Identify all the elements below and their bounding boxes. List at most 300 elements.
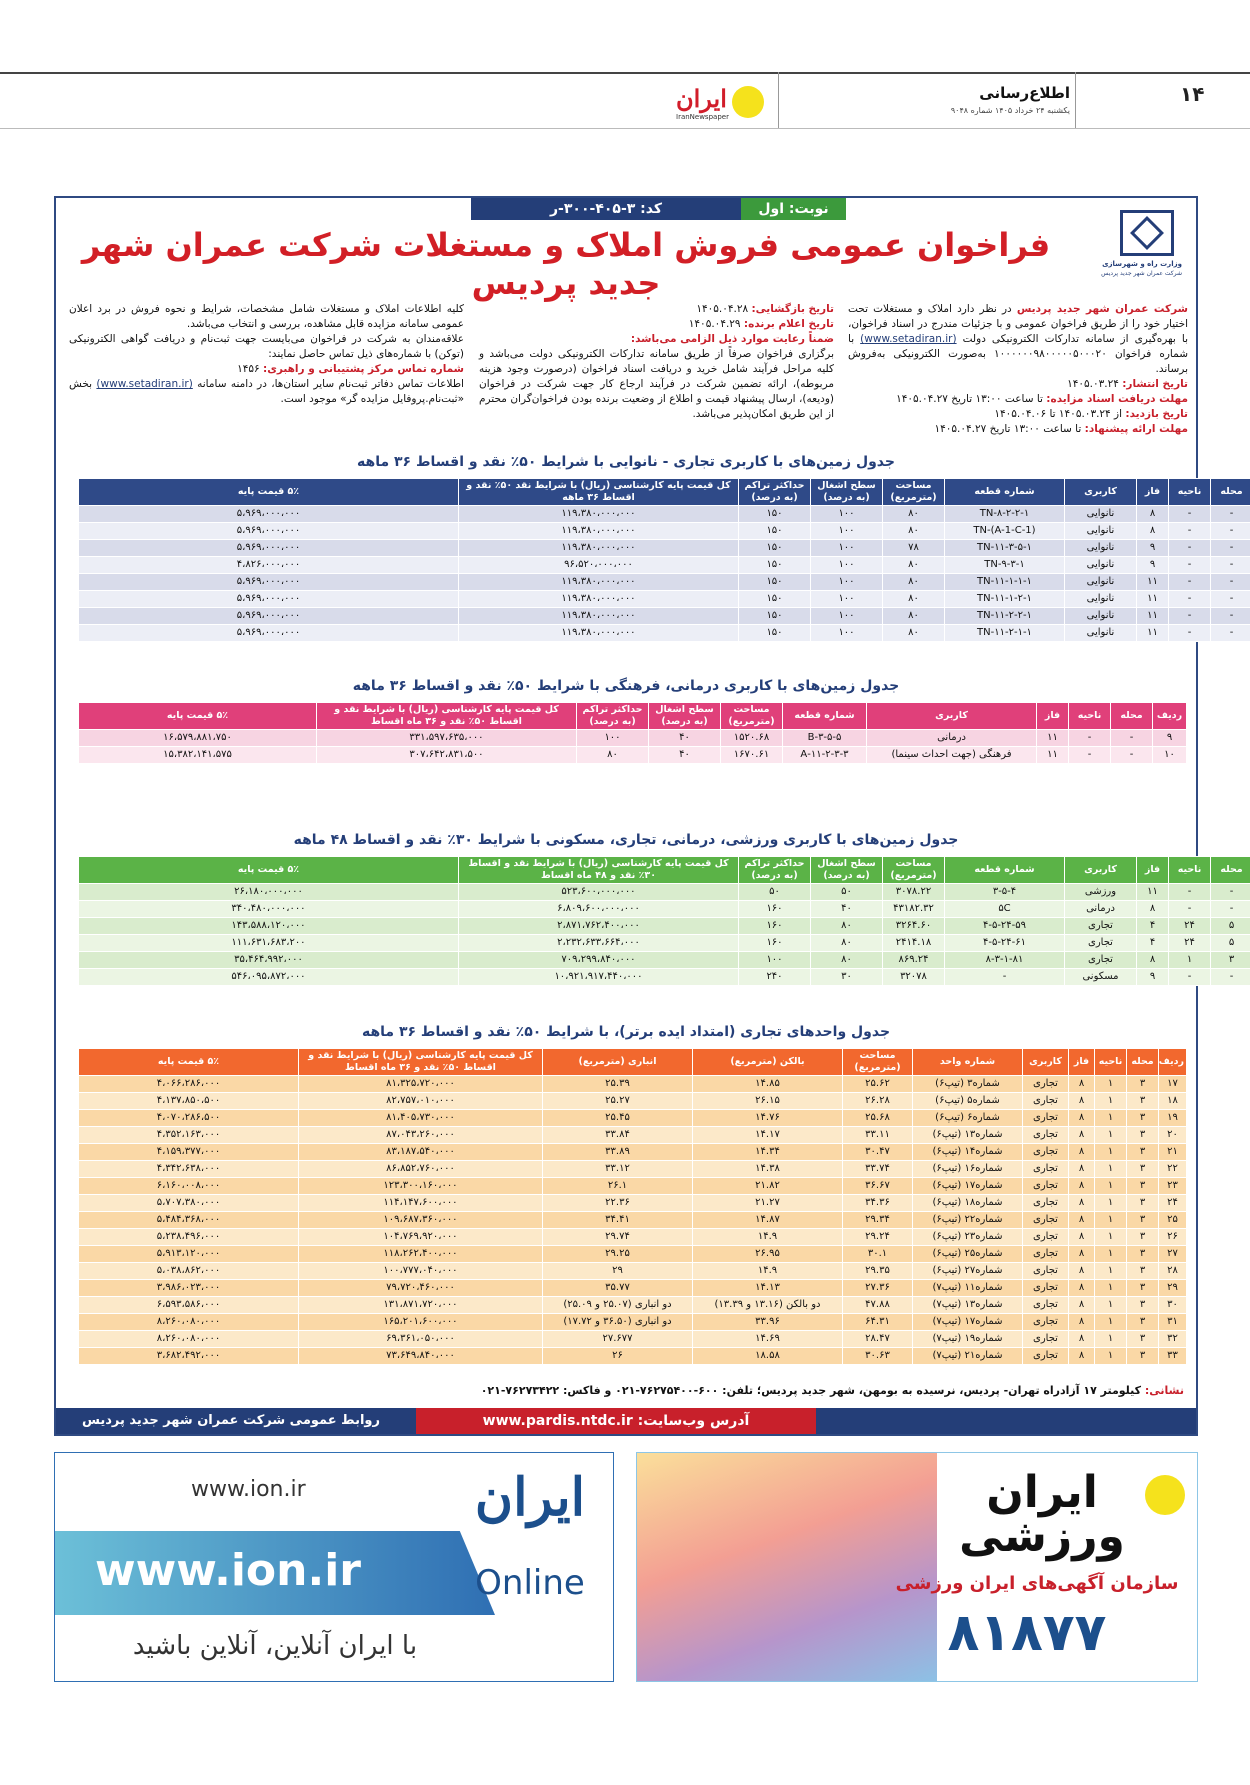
table-cell: -	[1111, 747, 1153, 764]
logo-text: ایران	[676, 84, 727, 113]
table-cell: ۲۷	[1159, 1246, 1187, 1263]
column-header: ردیف	[1153, 703, 1187, 730]
table-cell: ۳	[1127, 1246, 1159, 1263]
table-cell: ۱۱	[1137, 884, 1169, 901]
table-cell: -	[1211, 969, 1250, 986]
table-mixed-use-lands	[78, 856, 1250, 986]
table-cell: نانوایی	[1065, 591, 1137, 608]
table-cell: ۸،۲۶۰،۰۸۰،۰۰۰	[79, 1314, 299, 1331]
setad-link[interactable]: (www.setadiran.ir)	[96, 378, 193, 390]
table-cell: ۲۷.۶۷۷	[543, 1331, 693, 1348]
table-cell: ۵،۷۰۷،۳۸۰،۰۰۰	[79, 1195, 299, 1212]
table-cell: ۴،۸۲۶،۰۰۰،۰۰۰	[79, 557, 459, 574]
table-cell: ۲۵.۴۵	[543, 1110, 693, 1127]
table-cell: ۱۰۰	[739, 952, 811, 969]
table-cell: تجاری	[1023, 1161, 1069, 1178]
table-cell: ۱۱۹،۳۸۰،۰۰۰،۰۰۰	[459, 625, 739, 642]
table-cell: ۳۳.۷۴	[843, 1161, 913, 1178]
column-header: مساحت (مترمربع)	[843, 1049, 913, 1076]
table-cell: ۸۷،۰۴۳،۲۶۰،۰۰۰	[299, 1127, 543, 1144]
table-cell: ۱۱۹،۳۸۰،۰۰۰،۰۰۰	[459, 523, 739, 540]
table-cell: ۱۰۰	[811, 523, 883, 540]
table-cell: ۳۵.۷۷	[543, 1280, 693, 1297]
iran-varzeshi-banner[interactable]	[636, 1452, 1198, 1682]
table-cell: ۱	[1095, 1280, 1127, 1297]
table-cell: ۸۱،۴۰۵،۷۳۰،۰۰۰	[299, 1110, 543, 1127]
column-header: ۵٪ قیمت پایه	[79, 703, 317, 730]
table-cell: ۳۰	[1159, 1297, 1187, 1314]
table-cell: ۳	[1127, 1297, 1159, 1314]
table-cell: -	[1211, 506, 1250, 523]
table-row	[79, 1127, 1187, 1144]
table-cell: ۸۰	[883, 625, 945, 642]
table-cell: ۴۰	[649, 747, 721, 764]
table-cell: ۳۰	[811, 969, 883, 986]
table-cell: ۱۰۰	[811, 591, 883, 608]
column-header: مساحت (مترمربع)	[883, 479, 945, 506]
table-cell: ۳	[1127, 1212, 1159, 1229]
table-cell: تجاری	[1023, 1280, 1069, 1297]
table-cell: ۳	[1127, 1195, 1159, 1212]
column-header: کاربری	[867, 703, 1037, 730]
table-cell: -	[1169, 625, 1211, 642]
table-cell: ۱۰۰	[811, 574, 883, 591]
table-cell: ۱۱-۲-۳-۳-A	[783, 747, 867, 764]
table-cell: ۴،۱۳۷،۸۵۰،۵۰۰	[79, 1093, 299, 1110]
column-header: ۵٪ قیمت پایه	[79, 857, 459, 884]
table-row	[79, 1110, 1187, 1127]
docs-deadline: تا ساعت ۱۳:۰۰ تاریخ ۱۴۰۵.۰۴.۲۷	[896, 393, 1047, 405]
table-cell: تجاری	[1023, 1331, 1069, 1348]
table-cell: ۵۰	[811, 884, 883, 901]
table-cell: ۸،۲۶۰،۰۸۰،۰۰۰	[79, 1331, 299, 1348]
table-cell: ۷۳،۶۴۹،۸۴۰،۰۰۰	[299, 1348, 543, 1365]
table-cell: ۸	[1069, 1178, 1095, 1195]
table-cell: ۱۶،۵۷۹،۸۸۱،۷۵۰	[79, 730, 317, 747]
table-cell: ۸۰	[811, 918, 883, 935]
table-cell: ۲۷.۳۶	[843, 1280, 913, 1297]
table-cell: شماره۱۶ (تیپ۶)	[913, 1161, 1023, 1178]
table-cell: تجاری	[1023, 1263, 1069, 1280]
table-cell: -	[1211, 557, 1250, 574]
table-cell: ۵،۹۶۹،۰۰۰،۰۰۰	[79, 625, 459, 642]
table-cell: نانوایی	[1065, 574, 1137, 591]
table-cell: ۱۴.۱۳	[693, 1280, 843, 1297]
table-cell: ۵،۹۱۳،۱۲۰،۰۰۰	[79, 1246, 299, 1263]
table-cell: ۳	[1127, 1161, 1159, 1178]
table-header-row	[79, 857, 1250, 884]
table-cell: -	[945, 969, 1065, 986]
table-row	[79, 625, 1250, 642]
column-header: سطح اشغال (به درصد)	[649, 703, 721, 730]
table-cell: نانوایی	[1065, 523, 1137, 540]
table-cell: ۱۵۰	[739, 591, 811, 608]
iran-online-banner[interactable]	[54, 1452, 614, 1682]
table-cell: ۱۰۰	[811, 540, 883, 557]
company-label: شرکت عمران شهر جدید پردیس	[1016, 303, 1188, 315]
column-header: ۵٪ قیمت پایه	[79, 1049, 299, 1076]
ad-org-name: سازمان آگهی‌های ایران ورزشی	[895, 1573, 1179, 1594]
table-cell: ۵،۰۳۸،۸۶۲،۰۰۰	[79, 1263, 299, 1280]
table-commercial-units	[78, 1048, 1187, 1365]
table-cell: ۱۶۰	[739, 901, 811, 918]
table-row	[79, 1297, 1187, 1314]
table-cell: ۱۹	[1159, 1110, 1187, 1127]
table-bakery-lands	[78, 478, 1250, 642]
table-cell: ۵،۹۶۹،۰۰۰،۰۰۰	[79, 523, 459, 540]
winner-label: تاریخ اعلام برنده:	[743, 318, 834, 330]
table-cell: نانوایی	[1065, 540, 1137, 557]
winner-date: ۱۴۰۵.۰۴.۲۹	[688, 318, 744, 330]
info-paragraph: بخش «ثبت‌نام.پروفایل مزایده گر» موجود است.	[69, 378, 464, 405]
table-cell: ۲۵.۶۲	[843, 1076, 913, 1093]
table-cell: شماره۲۲ (تیپ۶)	[913, 1212, 1023, 1229]
table-cell: ۳-۵-۵-B	[783, 730, 867, 747]
table-cell: -	[1169, 540, 1211, 557]
visit-date: از ۱۴۰۵.۰۳.۲۴ تا ۱۴۰۵.۰۴.۰۶	[994, 408, 1126, 420]
table-cell: ۲۸	[1159, 1263, 1187, 1280]
table-cell: ۴۰	[811, 901, 883, 918]
table-cell: ۲۵.۳۹	[543, 1076, 693, 1093]
table-cell: -	[1169, 523, 1211, 540]
table-cell: ۱	[1095, 1110, 1127, 1127]
header-rule-top	[0, 72, 1250, 74]
table-cell: تجاری	[1023, 1127, 1069, 1144]
table-cell: شماره۶ (تیپ۶)	[913, 1110, 1023, 1127]
website-link[interactable]: آدرس وب‌سایت: www.pardis.ntdc.ir	[416, 1408, 816, 1434]
address-line	[64, 1384, 1184, 1397]
visit-label: تاریخ بازدید:	[1125, 408, 1188, 420]
table-cell: ۵،۴۸۴،۳۶۸،۰۰۰	[79, 1212, 299, 1229]
table-row	[79, 1331, 1187, 1348]
table-row	[79, 574, 1250, 591]
table-cell: ۱۴.۷۶	[693, 1110, 843, 1127]
table-cell: ۴،۳۴۲،۶۳۸،۰۰۰	[79, 1161, 299, 1178]
table-cell: ۸	[1137, 901, 1169, 918]
table-cell: ۸	[1069, 1229, 1095, 1246]
table-cell: ۱۴.۹	[693, 1263, 843, 1280]
table-cell: ۸۳،۱۸۷،۵۴۰،۰۰۰	[299, 1144, 543, 1161]
publish-date: ۱۴۰۵.۰۳.۲۴	[1067, 378, 1123, 390]
table-cell: شماره۵ (تیپ۶)	[913, 1093, 1023, 1110]
table-cell: ۳،۹۸۶،۰۲۳،۰۰۰	[79, 1280, 299, 1297]
banner-url-small[interactable]: www.ion.ir	[191, 1477, 306, 1502]
newspaper-logo[interactable]	[672, 82, 772, 122]
table-cell: تجاری	[1065, 952, 1137, 969]
column-header: ردیف	[1159, 1049, 1187, 1076]
table-row	[79, 1263, 1187, 1280]
table-cell: -	[1169, 969, 1211, 986]
table-cell: ۲۸.۴۷	[843, 1331, 913, 1348]
table-cell: ۱۸	[1159, 1093, 1187, 1110]
column-header: شماره قطعه	[945, 857, 1065, 884]
table-cell: ۶،۵۹۳،۵۸۶،۰۰۰	[79, 1297, 299, 1314]
table-cell: ۴،۰۷۰،۲۸۶،۵۰۰	[79, 1110, 299, 1127]
table-cell: ۱۵۰	[739, 574, 811, 591]
table-cell: TN-۱۱-۳-۵-۱	[945, 540, 1065, 557]
table-cell: ۳	[1127, 1331, 1159, 1348]
table-cell: ۱۴.۶۹	[693, 1331, 843, 1348]
table-cell: ۳	[1127, 1314, 1159, 1331]
table-cell: ۳۳	[1159, 1348, 1187, 1365]
table-cell: شماره۱۷ (تیپ۶)	[913, 1178, 1023, 1195]
table-cell: شماره۲۷ (تیپ۶)	[913, 1263, 1023, 1280]
table-row	[79, 557, 1250, 574]
column-header: انباری (مترمربع)	[543, 1049, 693, 1076]
column-header: ناحیه	[1169, 857, 1211, 884]
table-row	[79, 1093, 1187, 1110]
offer-label: مهلت ارائه پیشنهاد:	[1084, 423, 1188, 435]
table-cell: ۱۰۴،۷۶۹،۹۲۰،۰۰۰	[299, 1229, 543, 1246]
table-cell: ۷۸	[883, 540, 945, 557]
table-cell: ۶،۸۰۹،۶۰۰،۰۰۰،۰۰۰	[459, 901, 739, 918]
table-cell: ۳-۵-۴	[945, 884, 1065, 901]
ad-phone-number[interactable]: ۸۱۸۷۷	[947, 1603, 1107, 1663]
table-cell: ۲۴	[1169, 918, 1211, 935]
column-header: کل قیمت پایه کارشناسی (ریال) با شرایط نقد و اقساط ۵۰٪ نقد و ۳۶ ماه اقساط	[317, 703, 577, 730]
table-cell: TN-۱۱-۱-۲-۱	[945, 591, 1065, 608]
table-cell: ۱۱۸،۲۶۲،۴۰۰،۰۰۰	[299, 1246, 543, 1263]
online-word: Online	[475, 1563, 585, 1603]
table-cell: ۱	[1095, 1127, 1127, 1144]
logo-subtext: IranNewspaper	[676, 113, 729, 121]
table-row	[79, 591, 1250, 608]
address-label: نشانی:	[1144, 1384, 1184, 1397]
public-relations: روابط عمومی شرکت عمران شهر جدید پردیس	[82, 1413, 380, 1428]
table-cell: -	[1169, 901, 1211, 918]
opening-date: ۱۴۰۵.۰۴.۲۸	[696, 303, 752, 315]
table-cell: ۲۹.۷۴	[543, 1229, 693, 1246]
table-cell: ۱۴.۹	[693, 1229, 843, 1246]
table-cell: ۵،۹۶۹،۰۰۰،۰۰۰	[79, 574, 459, 591]
table-cell: -	[1211, 540, 1250, 557]
table-medical-cultural-lands	[78, 702, 1187, 764]
table-cell: -	[1169, 591, 1211, 608]
table-row	[79, 608, 1250, 625]
table-cell: ۳۰.۶۳	[843, 1348, 913, 1365]
table-cell: -	[1211, 574, 1250, 591]
table-cell: ۱	[1095, 1297, 1127, 1314]
table-cell: ۱	[1095, 1161, 1127, 1178]
table-row	[79, 901, 1250, 918]
info-paragraph: علاقه‌مندان به شرکت در فراخوان می‌بایست جهت ثبت‌نام و دریافت گواهی الکترونیکی (توکن) با شماره‌های ذیل تماس حاصل نمایند:	[69, 333, 464, 360]
offer-deadline: تا ساعت ۱۳:۰۰ تاریخ ۱۴۰۵.۰۴.۲۷	[934, 423, 1085, 435]
table-cell: ۱	[1095, 1076, 1127, 1093]
table-cell: ۴-۵-۲۴-۶۱	[945, 935, 1065, 952]
intro-text: در نظر دارد املاک و مستغلات تحت اختیار خود را از طریق فراخوان عمومی و با جزئیات مندرج در اسناد فراخوان، با بهره‌گیری از سامانه تدارکات الکترونیکی دولت	[848, 303, 1188, 345]
table-row	[79, 1195, 1187, 1212]
table-cell: ۱۵۰	[739, 540, 811, 557]
table-cell: ۸۰	[883, 591, 945, 608]
table-cell: ۵،۹۶۹،۰۰۰،۰۰۰	[79, 540, 459, 557]
table-cell: ۱۱۴،۱۴۷،۶۰۰،۰۰۰	[299, 1195, 543, 1212]
table-row	[79, 540, 1250, 557]
table-cell: ۸	[1069, 1263, 1095, 1280]
column-header: شماره قطعه	[783, 703, 867, 730]
table-cell: ۹	[1137, 557, 1169, 574]
table-cell: -	[1211, 523, 1250, 540]
table-cell: ۱۶۰	[739, 935, 811, 952]
table-row	[79, 952, 1250, 969]
table-cell: ۸۰	[811, 952, 883, 969]
table-row	[79, 747, 1187, 764]
table-cell: شماره۱۸ (تیپ۶)	[913, 1195, 1023, 1212]
company-emblem-icon	[1120, 210, 1174, 256]
column-header: مساحت (مترمربع)	[883, 857, 945, 884]
table-cell: ۷۹،۷۲۰،۴۶۰،۰۰۰	[299, 1280, 543, 1297]
table-cell: -	[1069, 730, 1111, 747]
table-cell: ۳۰۷،۶۴۲،۸۳۱،۵۰۰	[317, 747, 577, 764]
table-cell: ۸	[1069, 1212, 1095, 1229]
column-header: حداکثر تراکم (به درصد)	[739, 857, 811, 884]
table-cell: ۸۰	[883, 523, 945, 540]
table-cell: ۱۶۰	[739, 918, 811, 935]
table-cell: ۱۱۱،۶۳۱،۶۸۳،۲۰۰	[79, 935, 459, 952]
table-cell: ۲۵.۲۷	[543, 1093, 693, 1110]
table-cell: ۲،۸۷۱،۷۶۲،۴۰۰،۰۰۰	[459, 918, 739, 935]
table-cell: ۲۶.۱	[543, 1178, 693, 1195]
table-cell: ۹۶،۵۲۰،۰۰۰،۰۰۰	[459, 557, 739, 574]
table-cell: ۱۰۰	[577, 730, 649, 747]
table-cell: ۲۶.۹۵	[693, 1246, 843, 1263]
column-header: محله	[1127, 1049, 1159, 1076]
column-header: ناحیه	[1095, 1049, 1127, 1076]
table-cell: ۳۰.۱	[843, 1246, 913, 1263]
table-cell: ۸	[1069, 1314, 1095, 1331]
table-cell: ۸	[1069, 1297, 1095, 1314]
table-cell: ۸۰	[883, 574, 945, 591]
column-header: محله	[1211, 479, 1250, 506]
table-cell: ۳۰.۴۷	[843, 1144, 913, 1161]
table-cell: ۲۴	[1159, 1195, 1187, 1212]
table-cell: ۵۰	[739, 884, 811, 901]
table-cell: ۳۳.۸۹	[543, 1144, 693, 1161]
table-cell: ۲۳	[1159, 1178, 1187, 1195]
table-cell: -	[1169, 506, 1211, 523]
iran-online-logo: ایران	[474, 1467, 586, 1528]
table-cell: ۵۴۶،۰۹۵،۸۷۲،۰۰۰	[79, 969, 459, 986]
column-header: کل قیمت پایه کارشناسی (ریال) با شرایط نقد ۵۰٪ نقد و اقساط ۳۶ ماهه	[459, 479, 739, 506]
table-cell: ۲۴۰	[739, 969, 811, 986]
table-cell: ۱۱	[1037, 730, 1069, 747]
table-cell: ۸	[1069, 1144, 1095, 1161]
column-header: کل قیمت پایه کارشناسی (ریال) با شرایط نقد و اقساط ۳۰٪ نقد و ۴۸ ماه اقساط	[459, 857, 739, 884]
table-cell: ۱۳۱،۸۷۱،۷۲۰،۰۰۰	[299, 1297, 543, 1314]
table-cell: ۸	[1137, 952, 1169, 969]
table-cell: ۸	[1069, 1110, 1095, 1127]
table-cell: ۲۵	[1159, 1212, 1187, 1229]
info-column-middle	[479, 302, 834, 422]
table-cell: -	[1169, 884, 1211, 901]
table-cell: ۵	[1211, 935, 1250, 952]
table-cell: ۳۰۷۸.۲۲	[883, 884, 945, 901]
table-cell: -	[1169, 608, 1211, 625]
table-cell: ۲۰	[1159, 1127, 1187, 1144]
table-cell: ۱	[1095, 1246, 1127, 1263]
table-cell: درمانی	[867, 730, 1037, 747]
table-cell: -	[1211, 884, 1250, 901]
table-cell: ۴،۳۵۲،۱۶۳،۰۰۰	[79, 1127, 299, 1144]
table-cell: -	[1211, 591, 1250, 608]
table-cell: ۲۶.۱۵	[693, 1093, 843, 1110]
table-cell: تجاری	[1023, 1297, 1069, 1314]
opening-label: تاریخ بازگشایی:	[751, 303, 834, 315]
setad-link[interactable]: (www.setadiran.ir)	[860, 333, 957, 345]
table-cell: ۱۱	[1137, 574, 1169, 591]
table-cell: شماره۱۷ (تیپ۷)	[913, 1314, 1023, 1331]
table-cell: TN-۸-۲-۲-۱	[945, 506, 1065, 523]
table-cell: ۸۰	[883, 557, 945, 574]
table-cell: دو انباری (۳۶.۵۰ و ۱۷.۷۲)	[543, 1314, 693, 1331]
table-cell: ۵	[1211, 918, 1250, 935]
info-paragraph: کلیه اطلاعات املاک و مستغلات شامل مشخصات، شرایط و نحوه فروش در برد اعلان عمومی سامانه مزایده قابل مشاهده، بررسی و انتخاب می‌باشد.	[69, 303, 464, 330]
table-cell: شماره۲۵ (تیپ۶)	[913, 1246, 1023, 1263]
table-cell: ۳۲	[1159, 1331, 1187, 1348]
table1-caption: جدول زمین‌های با کاربری تجاری - نانوایی با شرایط ۵۰٪ نقد و اقساط ۳۶ ماهه	[357, 454, 895, 470]
table-cell: -	[1211, 625, 1250, 642]
table-cell: مسکونی	[1065, 969, 1137, 986]
table-cell: ۳	[1127, 1093, 1159, 1110]
column-header: ناحیه	[1169, 479, 1211, 506]
table-row	[79, 1144, 1187, 1161]
table-cell: ۸۶۹.۲۴	[883, 952, 945, 969]
table-cell: ۶۹،۳۶۱،۰۵۰،۰۰۰	[299, 1331, 543, 1348]
table-cell: نانوایی	[1065, 625, 1137, 642]
table-cell: ۱۱	[1137, 591, 1169, 608]
table-cell: -	[1169, 557, 1211, 574]
column-header: فاز	[1037, 703, 1069, 730]
column-header: ناحیه	[1069, 703, 1111, 730]
table-cell: ۳	[1127, 1229, 1159, 1246]
table-cell: ۱۴.۸۵	[693, 1076, 843, 1093]
code-tag: کد: ۳-۴۰۵-۳۰۰-ر	[471, 198, 741, 220]
table-cell: ۲۹	[1159, 1280, 1187, 1297]
column-header: فاز	[1137, 479, 1169, 506]
table-cell: شماره۱۴ (تیپ۶)	[913, 1144, 1023, 1161]
banner-url-big[interactable]: www.ion.ir	[95, 1545, 361, 1596]
support-number: ۱۴۵۶	[237, 363, 263, 375]
note-label: ضمناً رعایت موارد ذیل الزامی می‌باشد:	[630, 333, 834, 345]
table-cell: تجاری	[1023, 1110, 1069, 1127]
table-cell: ۱۱۹،۳۸۰،۰۰۰،۰۰۰	[459, 540, 739, 557]
table-cell: ۲۹	[543, 1263, 693, 1280]
table-header-row	[79, 703, 1187, 730]
table-row	[79, 1280, 1187, 1297]
table-cell: ۲۲.۳۶	[543, 1195, 693, 1212]
table-cell: TN-۱۱-۲-۱-۱	[945, 625, 1065, 642]
table-cell: ۱۵۰	[739, 523, 811, 540]
table-cell: نانوایی	[1065, 608, 1137, 625]
table-cell: ۱۵،۳۸۲،۱۴۱،۵۷۵	[79, 747, 317, 764]
table-cell: ۸	[1069, 1093, 1095, 1110]
table-row	[79, 969, 1250, 986]
table-cell: ۱۵۰	[739, 608, 811, 625]
info-column-right	[848, 302, 1188, 437]
table-cell: ۱	[1095, 1229, 1127, 1246]
docs-label: مهلت دریافت اسناد مزایده:	[1046, 393, 1188, 405]
table-cell: ۱۰۰	[811, 608, 883, 625]
iran-varzeshi-logo: ایران ورزشی	[959, 1467, 1125, 1562]
table-cell: ۲۹.۲۵	[543, 1246, 693, 1263]
table-cell: ۳	[1127, 1280, 1159, 1297]
table-cell: ۱۰۹،۶۸۷،۳۶۰،۰۰۰	[299, 1212, 543, 1229]
column-header: شماره واحد	[913, 1049, 1023, 1076]
table-cell: ۳	[1127, 1263, 1159, 1280]
table-cell: ۲،۲۳۲،۶۳۳،۶۶۴،۰۰۰	[459, 935, 739, 952]
table-cell: ۳۴.۳۶	[843, 1195, 913, 1212]
table-cell: ۱۴.۸۷	[693, 1212, 843, 1229]
table-cell: شماره۲۳ (تیپ۶)	[913, 1229, 1023, 1246]
